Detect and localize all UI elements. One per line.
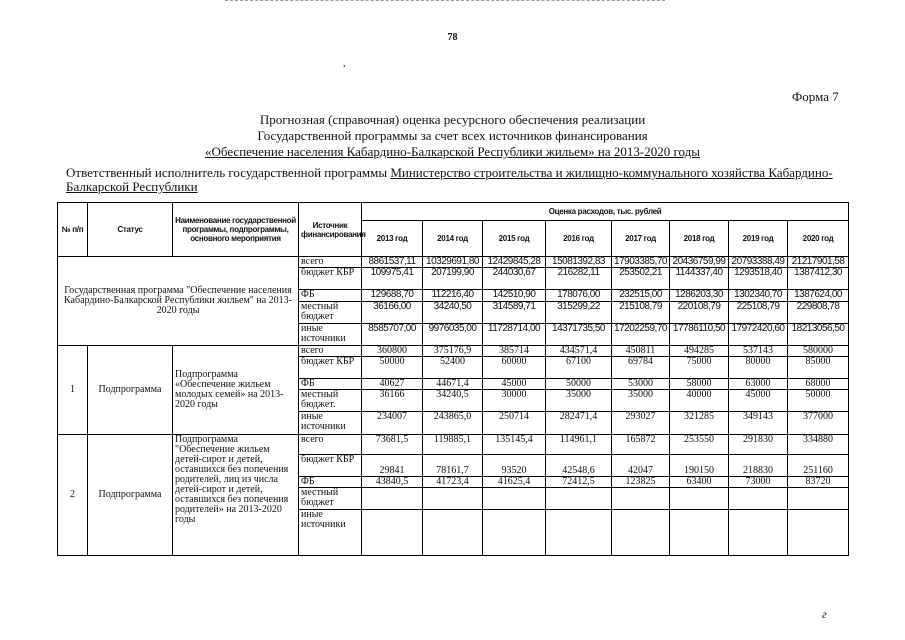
value-cell: 17202259,70 (612, 324, 670, 346)
value-cell: 67100 (546, 357, 612, 379)
value-cell: 112216,40 (423, 290, 483, 302)
source-cell: иные источники (299, 412, 362, 435)
value-cell: 15081392,83 (546, 257, 612, 268)
value-cell: 215108,79 (612, 302, 670, 324)
value-cell: 8861537,11 (362, 257, 423, 268)
value-cell: 216282,11 (546, 268, 612, 290)
value-cell (483, 488, 546, 510)
value-cell: 10329691,80 (423, 257, 483, 268)
value-cell: 30000 (483, 390, 546, 412)
value-cell: 41723,4 (423, 477, 483, 488)
value-cell: 36166 (362, 390, 423, 412)
value-cell: 207199,90 (423, 268, 483, 290)
value-cell: 50000 (362, 357, 423, 379)
value-cell (546, 488, 612, 510)
value-cell: 119885,1 (423, 435, 483, 455)
value-cell: 434571,4 (546, 346, 612, 357)
source-cell: ФБ (299, 290, 362, 302)
value-cell: 12429845,28 (483, 257, 546, 268)
title-line-1: Прогнозная (справочная) оценка ресурсного обеспечения реализации (259, 112, 646, 127)
value-cell: 83720 (788, 477, 849, 488)
value-cell: 75000 (670, 357, 729, 379)
value-cell: 282471,4 (546, 412, 612, 435)
header-source: Источник финансирования (299, 203, 362, 257)
value-cell: 29841 (362, 455, 423, 477)
value-cell: 580000 (788, 346, 849, 357)
responsible-ministry: Министерство строительства и жилищно-коммунального хозяйства Кабардино-Балкарской Республики (66, 165, 833, 194)
value-cell: 123825 (612, 477, 670, 488)
value-cell: 80000 (729, 357, 788, 379)
value-cell: 20793388,49 (729, 257, 788, 268)
title-line-2: Государственной программы за счет всех источников финансирования (257, 128, 648, 143)
header-year: 2019 год (729, 221, 788, 257)
value-cell: 11728714,00 (483, 324, 546, 346)
row-number: 1 (58, 346, 88, 435)
table-row (58, 257, 849, 268)
value-cell: 253550 (670, 435, 729, 455)
title-line-3: «Обеспечение населения Кабардино-Балкарской Республики жильем» на 2013-2020 годы (205, 144, 700, 159)
value-cell: 40000 (670, 390, 729, 412)
value-cell: 73000 (729, 477, 788, 488)
value-cell: 50000 (788, 390, 849, 412)
value-cell: 114961,1 (546, 435, 612, 455)
value-cell: 293027 (612, 412, 670, 435)
value-cell: 251160 (788, 455, 849, 477)
value-cell: 129688,70 (362, 290, 423, 302)
header-estimate: Оценка расходов, тыс. рублей (362, 203, 849, 221)
header-year: 2016 год (546, 221, 612, 257)
value-cell: 42548,6 (546, 455, 612, 477)
value-cell: 45000 (483, 379, 546, 390)
value-cell: 36166,00 (362, 302, 423, 324)
value-cell: 45000 (729, 390, 788, 412)
value-cell: 253502,21 (612, 268, 670, 290)
value-cell (546, 510, 612, 556)
speck-mark: , (343, 58, 346, 69)
value-cell: 73681,5 (362, 435, 423, 455)
value-cell (729, 488, 788, 510)
source-cell: всего (299, 346, 362, 357)
value-cell (423, 488, 483, 510)
value-cell: 1302340,70 (729, 290, 788, 302)
header-name: Наименование государственной программы, подпрограммы, основного мероприятия (173, 203, 299, 257)
table-row (58, 435, 849, 455)
value-cell (612, 488, 670, 510)
source-cell: местный бюджет (299, 302, 362, 324)
value-cell: 314589,71 (483, 302, 546, 324)
value-cell: 234007 (362, 412, 423, 435)
value-cell: 63400 (670, 477, 729, 488)
value-cell: 58000 (670, 379, 729, 390)
source-cell: бюджет КБР (299, 455, 362, 477)
source-cell: всего (299, 435, 362, 455)
row-number: 2 (58, 435, 88, 556)
value-cell: 34240,50 (423, 302, 483, 324)
value-cell: 9976035,00 (423, 324, 483, 346)
subprogram-name: Подпрограмма "Обеспечение жильем детей-сирот и детей, оставшихся без попечения родителей, лиц из числа детей-сирот и детей, оставшихся без попечения родителей» на 2013-2020 годы (173, 435, 299, 556)
value-cell: 1387412,30 (788, 268, 849, 290)
value-cell: 1144337,40 (670, 268, 729, 290)
value-cell: 17786110,50 (670, 324, 729, 346)
row-status: Подпрограмма (88, 435, 173, 556)
signature-mark: г (822, 607, 827, 621)
value-cell: 35000 (546, 390, 612, 412)
value-cell: 450811 (612, 346, 670, 357)
value-cell: 41625,4 (483, 477, 546, 488)
value-cell: 8585707,00 (362, 324, 423, 346)
value-cell: 315299,22 (546, 302, 612, 324)
table-row (58, 346, 849, 357)
source-cell: ФБ (299, 477, 362, 488)
value-cell: 63000 (729, 379, 788, 390)
responsible-executor (66, 166, 846, 194)
value-cell: 93520 (483, 455, 546, 477)
value-cell: 109975,41 (362, 268, 423, 290)
value-cell: 250714 (483, 412, 546, 435)
value-cell: 50000 (546, 379, 612, 390)
value-cell (483, 510, 546, 556)
source-cell: всего (299, 257, 362, 268)
resource-table (57, 202, 849, 556)
value-cell: 225108,79 (729, 302, 788, 324)
value-cell: 1387624,00 (788, 290, 849, 302)
value-cell: 135145,4 (483, 435, 546, 455)
value-cell: 34240,5 (423, 390, 483, 412)
value-cell: 178076,00 (546, 290, 612, 302)
state-program-name: Государственная программа "Обеспечение населения Кабардино-Балкарской Республики жильем" на 2013-2020 годы (58, 257, 299, 346)
value-cell: 360800 (362, 346, 423, 357)
value-cell: 72412,5 (546, 477, 612, 488)
header-year: 2014 год (423, 221, 483, 257)
value-cell: 244030,67 (483, 268, 546, 290)
value-cell: 35000 (612, 390, 670, 412)
header-year: 2013 год (362, 221, 423, 257)
value-cell (670, 488, 729, 510)
value-cell (788, 488, 849, 510)
value-cell (729, 510, 788, 556)
value-cell: 68000 (788, 379, 849, 390)
value-cell: 537143 (729, 346, 788, 357)
value-cell (788, 510, 849, 556)
header-num: № п/п (58, 203, 88, 257)
source-cell: местный бюджет. (299, 390, 362, 412)
value-cell: 20436759,99 (670, 257, 729, 268)
value-cell: 43840,5 (362, 477, 423, 488)
header-year: 2020 год (788, 221, 849, 257)
value-cell: 85000 (788, 357, 849, 379)
value-cell: 44671,4 (423, 379, 483, 390)
value-cell: 243865,0 (423, 412, 483, 435)
document-title (0, 112, 905, 160)
source-cell: ФБ (299, 379, 362, 390)
value-cell: 218830 (729, 455, 788, 477)
value-cell: 229808,78 (788, 302, 849, 324)
header-year: 2018 год (670, 221, 729, 257)
value-cell: 42047 (612, 455, 670, 477)
responsible-prefix: Ответственный исполнитель государственной программы (66, 165, 391, 180)
value-cell: 40627 (362, 379, 423, 390)
value-cell: 375176,9 (423, 346, 483, 357)
value-cell: 494285 (670, 346, 729, 357)
value-cell: 78161,7 (423, 455, 483, 477)
value-cell: 334880 (788, 435, 849, 455)
source-cell: иные источники (299, 324, 362, 346)
value-cell: 321285 (670, 412, 729, 435)
value-cell (612, 510, 670, 556)
value-cell: 52400 (423, 357, 483, 379)
value-cell: 377000 (788, 412, 849, 435)
value-cell: 21217901,58 (788, 257, 849, 268)
value-cell: 17972420,60 (729, 324, 788, 346)
value-cell: 220108,79 (670, 302, 729, 324)
source-cell: местный бюджет (299, 488, 362, 510)
source-cell: бюджет КБР (299, 357, 362, 379)
value-cell: 53000 (612, 379, 670, 390)
value-cell: 60000 (483, 357, 546, 379)
value-cell: 14371735,50 (546, 324, 612, 346)
page-number: 78 (447, 32, 458, 43)
top-rule (225, 0, 665, 1)
value-cell: 349143 (729, 412, 788, 435)
value-cell (362, 488, 423, 510)
value-cell: 142510,90 (483, 290, 546, 302)
source-cell: иные источники (299, 510, 362, 556)
header-status: Статус (88, 203, 173, 257)
value-cell: 1293518,40 (729, 268, 788, 290)
form-label: Форма 7 (792, 89, 839, 104)
value-cell (423, 510, 483, 556)
value-cell: 17903385,70 (612, 257, 670, 268)
value-cell: 291830 (729, 435, 788, 455)
value-cell: 1286203,30 (670, 290, 729, 302)
value-cell: 190150 (670, 455, 729, 477)
row-status: Подпрограмма (88, 346, 173, 435)
subprogram-name: Подпрограмма «Обеспечение жильем молодых семей» на 2013-2020 годы (173, 346, 299, 435)
value-cell (362, 510, 423, 556)
value-cell: 18213056,50 (788, 324, 849, 346)
header-year: 2017 год (612, 221, 670, 257)
value-cell: 165872 (612, 435, 670, 455)
value-cell: 69784 (612, 357, 670, 379)
header-year: 2015 год (483, 221, 546, 257)
value-cell (670, 510, 729, 556)
value-cell: 232515,00 (612, 290, 670, 302)
value-cell: 385714 (483, 346, 546, 357)
source-cell: бюджет КБР (299, 268, 362, 290)
